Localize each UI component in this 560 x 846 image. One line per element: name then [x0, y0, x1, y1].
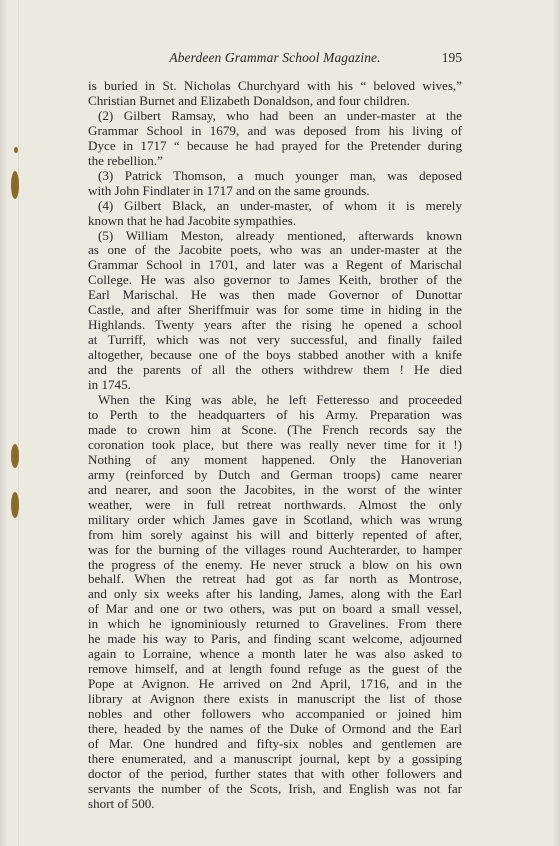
- text-line: army (reinforced by Dutch and German troops) came nearer: [88, 466, 462, 482]
- text-line: is buried in St. Nicholas Churchyard with his “ beloved wives,”: [88, 78, 462, 93]
- text-line: made to crown him at Scone. (The French records say the: [88, 421, 462, 437]
- text-line: and nearer, and soon the Jacobites, in the worst of the winter: [88, 481, 462, 497]
- page-header: [88, 50, 462, 68]
- text-line: with John Findlater in 1717 and on the same grounds.: [88, 182, 370, 198]
- text-line: (3) Patrick Thomson, a much younger man, was deposed: [98, 167, 462, 183]
- text-line: there enumerated, and a manuscript journal, kept by a gossiping: [88, 750, 462, 766]
- text-line: there, headed by the names of the Duke of Ormond and the Earl: [88, 720, 462, 736]
- page-fold-line: [18, 0, 19, 846]
- text-line: known that he had Jacobite sympathies.: [88, 212, 296, 228]
- paragraph: [88, 199, 462, 229]
- text-line: and the parents of all the others withdrew them ! He died: [88, 362, 462, 378]
- text-line: College. He was also governor to James Keith, brother of the: [88, 272, 462, 288]
- text-line: and only six weeks after his landing, James, along with the Earl: [88, 586, 462, 602]
- text-line: servants the number of the Scots, Irish, and English was not far: [88, 780, 462, 796]
- text-line: Earl Marischal. He was then made Governor of Dunottar: [88, 287, 462, 303]
- text-line: Highlands. Twenty years after the rising he opened a school: [88, 317, 462, 333]
- text-line: in which he ignominiously returned to Gravelines. From there: [88, 616, 462, 632]
- text-line: (2) Gilbert Ramsay, who had been an under-master at the: [98, 107, 462, 123]
- text-line: was for the burning of the villages round Auchterarder, to hamper: [88, 541, 462, 557]
- text-line: to Perth to the headquarters of his Army. Preparation was: [88, 406, 462, 422]
- text-line: doctor of the period, further states that with other followers and: [88, 765, 462, 781]
- text-line: behalf. When the retreat had got as far north as Montrose,: [88, 571, 462, 587]
- text-line: Castle, and after Sheriffmuir was for some time in hiding in the: [88, 302, 462, 318]
- text-line: Grammar School in 1679, and was deposed from his living of: [88, 122, 462, 138]
- page-number: 195: [441, 50, 462, 65]
- paragraph: [88, 169, 462, 199]
- page-right-edge: [552, 0, 560, 846]
- text-line: Dyce in 1717 “ because he had prayed for the Pretender during: [88, 137, 462, 153]
- paragraph: [88, 79, 462, 109]
- text-line: (5) William Meston, already mentioned, afterwards known: [98, 227, 462, 243]
- body-text: [88, 79, 462, 812]
- running-title: Aberdeen Grammar School Magazine.: [169, 50, 381, 65]
- text-line: Christian Burnet and Elizabeth Donaldson, and four children.: [88, 92, 410, 108]
- text-line: (4) Gilbert Black, an under-master, of whom it is merely: [98, 197, 462, 213]
- text-line: short of 500.: [88, 795, 155, 811]
- paragraph: [88, 109, 462, 169]
- text-line: When the King was able, he left Fetteresso and proceeded: [98, 392, 462, 408]
- text-line: Grammar School in 1701, and later was a Regent of Marischal: [88, 257, 462, 273]
- text-line: Nothing of any moment happened. Only the Hanoverian: [88, 451, 462, 467]
- text-line: at Turriff, which was not very successful, and finally failed: [88, 332, 462, 348]
- ink-blot-small: [14, 147, 18, 153]
- text-line: altogether, because one of the boys stabbed another with a knife: [88, 347, 462, 363]
- ink-blot-lower: [11, 444, 19, 468]
- text-line: of Mar and one or two others, was put on board a small vessel,: [88, 601, 462, 617]
- paragraph: [88, 229, 462, 393]
- page-left-edge: [0, 0, 8, 846]
- text-line: library at Avignon there exists in manuscript the list of those: [88, 691, 462, 707]
- paragraph: [88, 393, 462, 812]
- text-line: the rebellion.”: [88, 152, 163, 168]
- text-line: in 1745.: [88, 377, 131, 393]
- text-line: Pope at Avignon. He arrived on 2nd April, 1716, and in the: [88, 676, 462, 692]
- ink-blot-bottom: [11, 492, 19, 518]
- ink-blot-upper: [11, 171, 19, 199]
- text-line: military order which James gave in Scotland, which was wrung: [88, 511, 462, 527]
- text-line: nobles and other followers who accompanied or joined him: [88, 706, 462, 722]
- text-line: the progress of the enemy. He never struck a blow on his own: [88, 556, 462, 572]
- text-line: from him sorely against his will and bitterly repented of after,: [88, 526, 462, 542]
- text-line: remove himself, and at length found refuge as the guest of the: [88, 661, 462, 677]
- text-line: weather, were in full retreat northwards. Almost the only: [88, 496, 462, 512]
- text-line: as one of the Jacobite poets, who was an under-master at the: [88, 242, 462, 258]
- text-line: of Mar. One hundred and fifty-six nobles and gentlemen are: [88, 735, 462, 751]
- text-line: coronation took place, but there was really never time for it !): [88, 436, 462, 452]
- text-line: again to Lorraine, whence a month later he was also asked to: [88, 646, 462, 662]
- text-line: he made his way to Paris, and finding scant welcome, adjourned: [88, 631, 462, 647]
